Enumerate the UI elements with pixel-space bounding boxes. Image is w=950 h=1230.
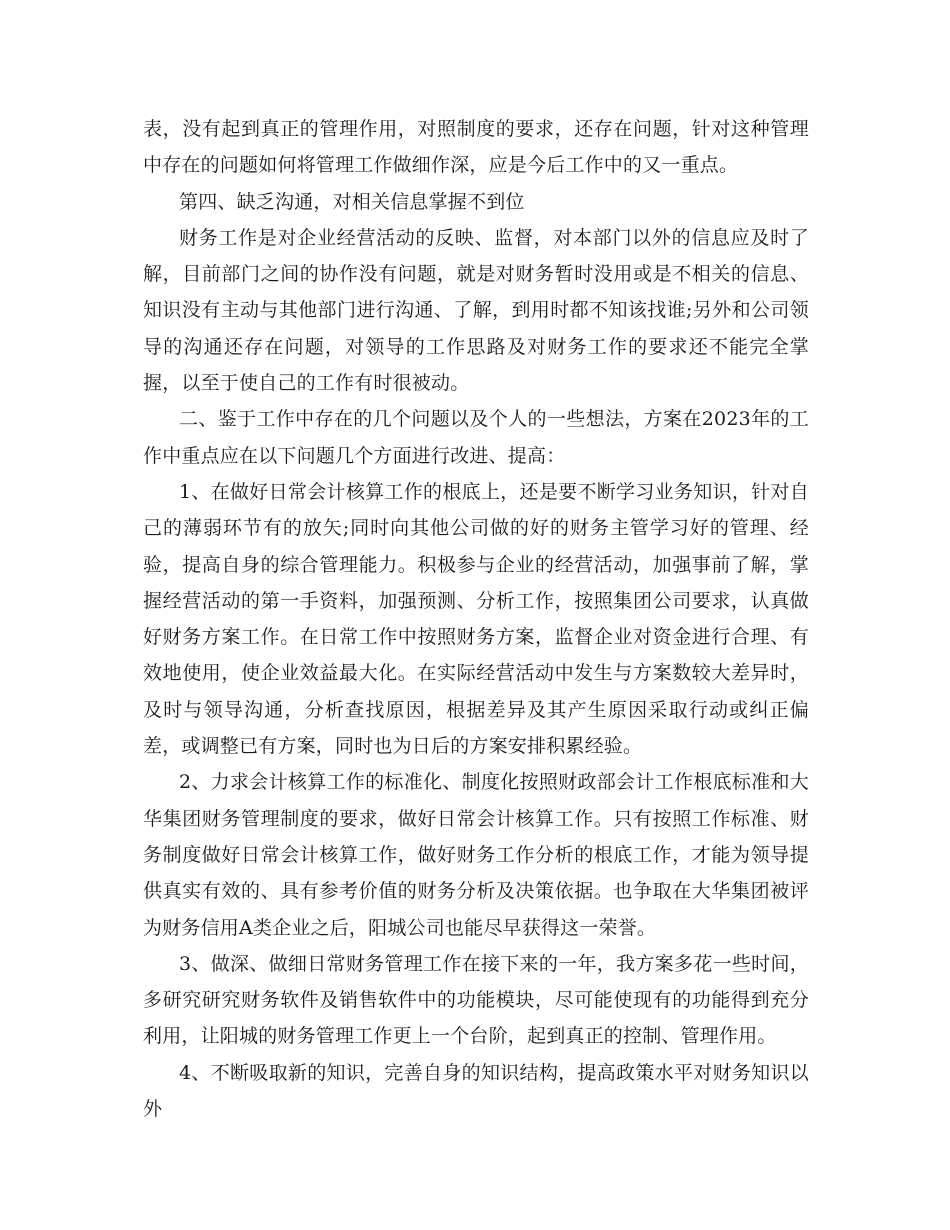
list-item: 3、做深、做细日常财务管理工作在接下来的一年，我方案多花一些时间，多研究研究财务软件及销售软件中的功能模块，尽可能使现有的功能得到充分利用，让阳城的财务管理工作更上一个台阶，起到真正的控制、管理作用。 bbox=[143, 952, 809, 1048]
section-heading-fourth: 第四、缺乏沟通，对相关信息掌握不到位 bbox=[179, 190, 525, 213]
list-item: 4、不断吸取新的知识，完善自身的知识结构，提高政策水平对财务知识以外 bbox=[143, 1061, 809, 1121]
document-body bbox=[143, 111, 809, 1127]
list-item: 2、力求会计核算工作的标准化、制度化按照财政部会计工作根底标准和大华集团财务管理制度的要求，做好日常会计核算工作。只有按照工作标准、财务制度做好日常会计核算工作，做好财务工作分析的根底工作，才能为领导提供真实有效的、具有参考价值的财务分析及决策依据。也争取在大华集团被评为财务信用A类企业之后，阳城公司也能尽早获得这一荣誉。 bbox=[143, 771, 809, 939]
section-heading-two: 二、鉴于工作中存在的几个问题以及个人的一些想法，方案在2023年的工作中重点应在以下问题几个方面进行改进、提高： bbox=[143, 408, 809, 467]
paragraph: 财务工作是对企业经营活动的反映、监督，对本部门以外的信息应及时了解，目前部门之间的协作没有问题，就是对财务暂时没用或是不相关的信息、知识没有主动与其他部门进行沟通、了解，到用时都不知该找谁;另外和公司领导的沟通还存在问题，对领导的工作思路及对财务工作的要求还不能完全掌握，以至于使自己的工作有时很被动。 bbox=[143, 226, 809, 395]
list-item: 1、在做好日常会计核算工作的根底上，还是要不断学习业务知识，针对自己的薄弱环节有的放矢;同时向其他公司做的好的财务主管学习好的管理、经验，提高自身的综合管理能力。积极参与企业的经营活动，加强事前了解，掌握经营活动的第一手资料，加强预测、分析工作，按照集团公司要求，认真做好财务方案工作。在日常工作中按照财务方案，监督企业对资金进行合理、有效地使用，使企业效益最大化。在实际经营活动中发生与方案数较大差异时，及时与领导沟通，分析查找原因，根据差异及其产生原因采取行动或纠正偏差，或调整已有方案，同时也为日后的方案安排积累经验。 bbox=[143, 480, 809, 758]
paragraph-continuation: 表，没有起到真正的管理作用，对照制度的要求，还存在问题，针对这种管理中存在的问题如何将管理工作做细作深，应是今后工作中的又一重点。 bbox=[143, 118, 809, 177]
